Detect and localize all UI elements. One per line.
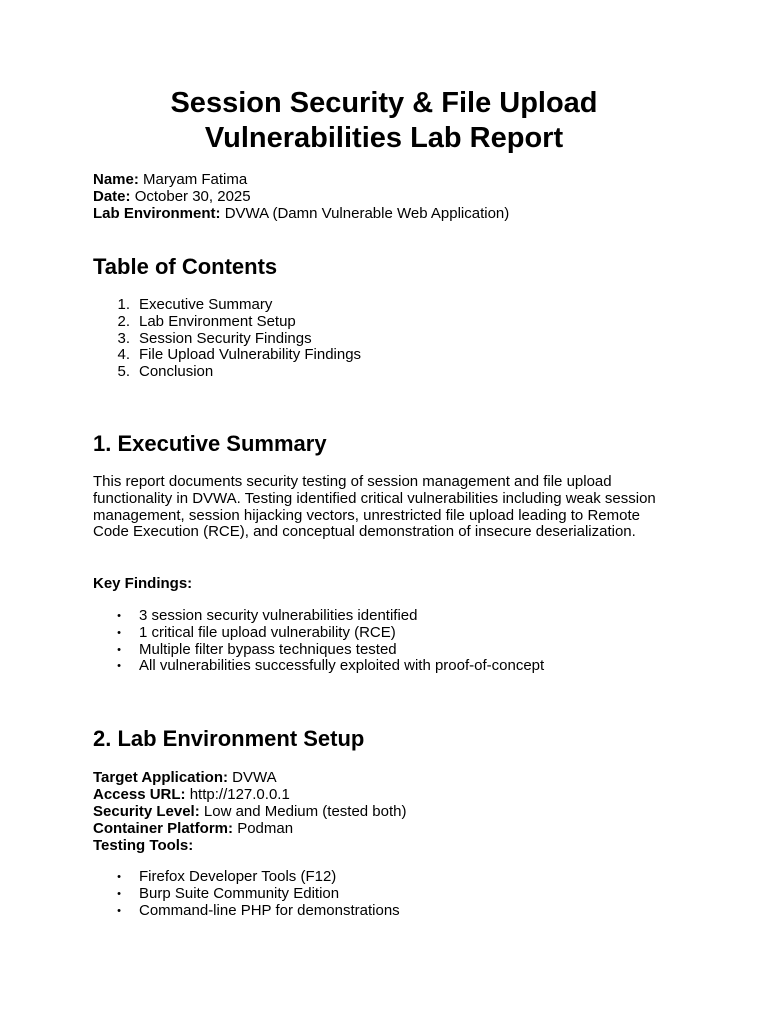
toc-item-number: 4. bbox=[117, 346, 130, 364]
toc-heading: Table of Contents bbox=[93, 254, 278, 279]
toc-item-label: Conclusion bbox=[139, 363, 214, 381]
tool-item bbox=[93, 886, 400, 903]
finding-text: 1 critical file upload vulnerability (RCE) bbox=[139, 623, 396, 641]
toc-item-label: Lab Environment Setup bbox=[139, 312, 296, 330]
target-application-value: DVWA bbox=[232, 769, 277, 786]
meta-environment-label: Lab Environment: bbox=[93, 205, 221, 222]
tool-text: Burp Suite Community Edition bbox=[139, 884, 340, 902]
finding-item bbox=[93, 642, 544, 659]
meta-date-row bbox=[93, 188, 509, 205]
toc-item bbox=[93, 364, 361, 381]
finding-item bbox=[93, 608, 544, 625]
meta-environment-row bbox=[93, 205, 509, 222]
target-application-row bbox=[93, 769, 407, 786]
bullet-icon: • bbox=[117, 610, 121, 622]
access-url-value: http://127.0.0.1 bbox=[189, 786, 290, 803]
toc-item-label: File Upload Vulnerability Findings bbox=[139, 346, 362, 364]
bullet-icon: • bbox=[117, 643, 121, 656]
toc-item bbox=[93, 347, 361, 364]
meta-name-label: Name: bbox=[93, 171, 139, 188]
report-metadata bbox=[93, 171, 509, 222]
meta-date-label: Date: bbox=[93, 188, 131, 205]
executive-summary-heading: 1. Executive Summary bbox=[93, 431, 327, 456]
toc-item-label: Session Security Findings bbox=[139, 329, 312, 347]
security-level-row bbox=[93, 803, 407, 820]
container-platform-label: Container Platform: bbox=[93, 820, 234, 837]
lab-setup-details bbox=[93, 769, 407, 854]
toc-item bbox=[93, 331, 361, 348]
meta-date-value: October 30, 2025 bbox=[134, 188, 251, 205]
meta-name-value: Maryam Fatima bbox=[143, 171, 248, 188]
title-line-1: Session Security & File Upload bbox=[170, 87, 598, 119]
target-application-label: Target Application: bbox=[93, 769, 228, 786]
bullet-icon: • bbox=[117, 626, 121, 639]
toc-item-label: Executive Summary bbox=[139, 296, 273, 313]
toc-item bbox=[93, 297, 361, 314]
finding-text: 3 session security vulnerabilities identified bbox=[139, 607, 418, 624]
testing-tools-row bbox=[93, 837, 407, 854]
testing-tools-label: Testing Tools: bbox=[93, 837, 194, 854]
finding-item bbox=[93, 658, 544, 675]
table-of-contents bbox=[93, 297, 361, 381]
security-level-value: Low and Medium (tested both) bbox=[203, 803, 407, 820]
bullet-icon: • bbox=[117, 871, 121, 883]
lab-setup-heading: 2. Lab Environment Setup bbox=[93, 726, 365, 751]
finding-text: Multiple filter bypass techniques tested bbox=[139, 640, 397, 658]
tool-item bbox=[93, 903, 400, 920]
toc-item-number: 1. bbox=[117, 296, 130, 313]
toc-item-number: 5. bbox=[117, 363, 130, 381]
meta-environment-value: DVWA (Damn Vulnerable Web Application) bbox=[224, 205, 510, 222]
tool-text: Firefox Developer Tools (F12) bbox=[139, 868, 337, 885]
security-level-label: Security Level: bbox=[93, 803, 200, 820]
tool-item bbox=[93, 869, 400, 886]
finding-item bbox=[93, 625, 544, 642]
testing-tools-list bbox=[93, 869, 400, 919]
tool-text: Command-line PHP for demonstrations bbox=[139, 901, 400, 919]
finding-text: All vulnerabilities successfully exploited with proof-of-concept bbox=[139, 657, 545, 675]
page-title bbox=[60, 86, 708, 156]
bullet-icon: • bbox=[117, 887, 121, 900]
toc-item-number: 2. bbox=[117, 312, 130, 330]
bullet-icon: • bbox=[117, 904, 121, 917]
toc-item-number: 3. bbox=[117, 329, 130, 347]
title-line-2: Vulnerabilities Lab Report bbox=[204, 122, 564, 154]
key-findings-list bbox=[93, 608, 544, 675]
bullet-icon: • bbox=[117, 660, 121, 673]
access-url-row bbox=[93, 786, 407, 803]
executive-summary-paragraph: This report documents security testing of session management and file upload functionality in DVWA. Testing identified critical vulnerabilities including weak session management, session hijacking vectors, unrestricted file upload leading to Remote Code Execution (RCE), and conceptual demonstration of insecure deserialization. bbox=[93, 473, 656, 541]
key-findings-label: Key Findings: bbox=[93, 575, 193, 592]
container-platform-row bbox=[93, 820, 407, 837]
toc-item bbox=[93, 314, 361, 331]
access-url-label: Access URL: bbox=[93, 786, 186, 803]
meta-name-row bbox=[93, 171, 509, 188]
container-platform-value: Podman bbox=[237, 820, 294, 837]
